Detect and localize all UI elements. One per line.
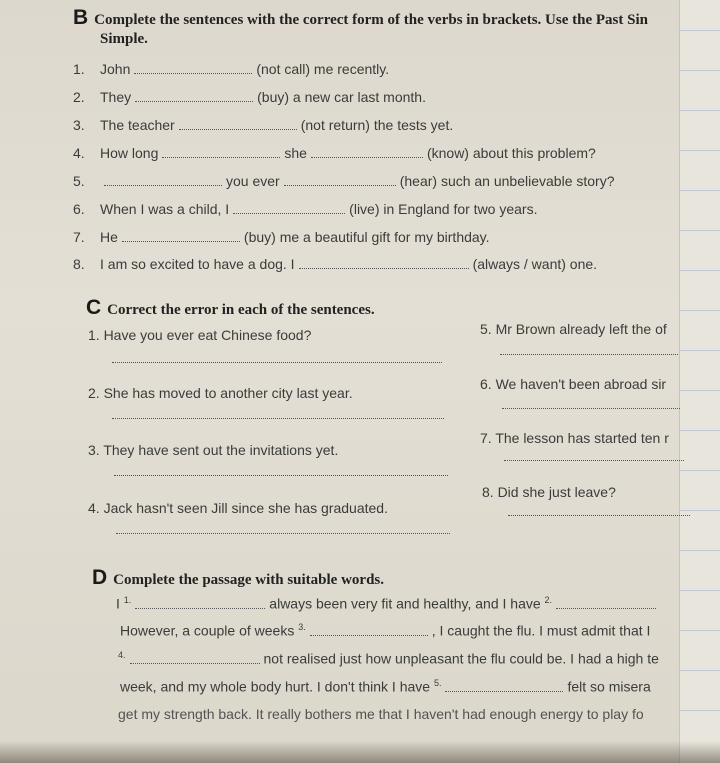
answer-blank[interactable] [134,62,252,74]
c-answer-line-3[interactable] [114,474,448,476]
d-line-5: get my strength back. It really bothers me that I haven't had enough energy to play fo [118,706,644,722]
c-answer-line-8[interactable] [508,514,690,516]
section-b-title-line-2: Simple. [100,31,148,47]
answer-blank[interactable] [233,202,345,214]
section-c-letter: C [86,296,102,319]
c-item-6: 6. We haven't been abroad sir [480,376,667,392]
answer-blank[interactable] [311,146,423,158]
d-line-3: $^{4.}$ not realised just how unpleasant the flu could be. I had a high te [118,650,659,667]
b-item-4: 4. How long she (know) about this problem? [73,145,596,161]
section-b-heading [73,6,683,30]
c-answer-line-2[interactable] [112,417,444,419]
section-c-heading [86,296,375,320]
page-bottom-shadow [0,741,720,763]
c-item-7: 7. The lesson has started ten r [480,430,669,446]
answer-blank[interactable] [135,597,265,609]
answer-blank[interactable] [445,680,563,692]
c-item-5: 5. Mr Brown already left the of [480,321,667,337]
answer-blank[interactable] [284,174,396,186]
d-line-4: week, and my whole body hurt. I don't think I have $^{5.}$ felt so misera [120,678,651,695]
answer-blank[interactable] [162,146,280,158]
adjacent-page-edge [679,0,720,763]
c-item-3: 3. They have sent out the invitations yet. [88,442,339,458]
answer-blank[interactable] [104,174,222,186]
section-d-heading [92,566,384,590]
c-answer-line-7[interactable] [504,459,684,461]
d-line-1: I $^{1.}$ always been very fit and healthy, and I have $^{2.}$ [116,595,696,612]
c-item-4: 4. Jack hasn't seen Jill since she has graduated. [88,500,388,516]
b-item-3: 3. The teacher (not return) the tests yet. [73,117,454,133]
section-b-letter: B [73,6,89,29]
answer-blank[interactable] [122,230,240,242]
section-c-title: Correct the error in each of the sentences. [107,302,375,318]
answer-blank[interactable] [310,624,428,636]
section-b-title: Complete the sentences with the correct form of the verbs in brackets. Use the Past Sin [94,12,648,28]
section-d-title: Complete the passage with suitable words. [113,572,385,588]
b-item-7: 7. He (buy) me a beautiful gift for my birthday. [73,229,490,245]
answer-blank[interactable] [556,597,656,609]
answer-blank[interactable] [179,118,297,130]
b-item-2: 2. They (buy) a new car last month. [73,89,426,105]
c-item-2: 2. She has moved to another city last year. [88,385,353,401]
c-item-8: 8. Did she just leave? [482,484,616,500]
d-line-2: However, a couple of weeks $^{3.}$ , I caught the flu. I must admit that I [120,622,651,639]
c-answer-line-1[interactable] [112,361,442,363]
c-answer-line-5[interactable] [500,353,678,355]
b-item-8: 8. I am so excited to have a dog. I (always / want) one. [73,256,598,272]
answer-blank[interactable] [299,257,469,269]
b-item-5: 5. you ever (hear) such an unbelievable story? [73,173,615,189]
answer-blank[interactable] [130,652,260,664]
c-answer-line-6[interactable] [502,407,680,409]
c-item-1: 1. Have you ever eat Chinese food? [88,327,312,343]
b-item-1: 1. John (not call) me recently. [73,61,390,77]
c-answer-line-4[interactable] [116,532,450,534]
b-item-6: 6. When I was a child, I (live) in England for two years. [73,201,538,217]
answer-blank[interactable] [135,90,253,102]
section-d-letter: D [92,566,108,589]
